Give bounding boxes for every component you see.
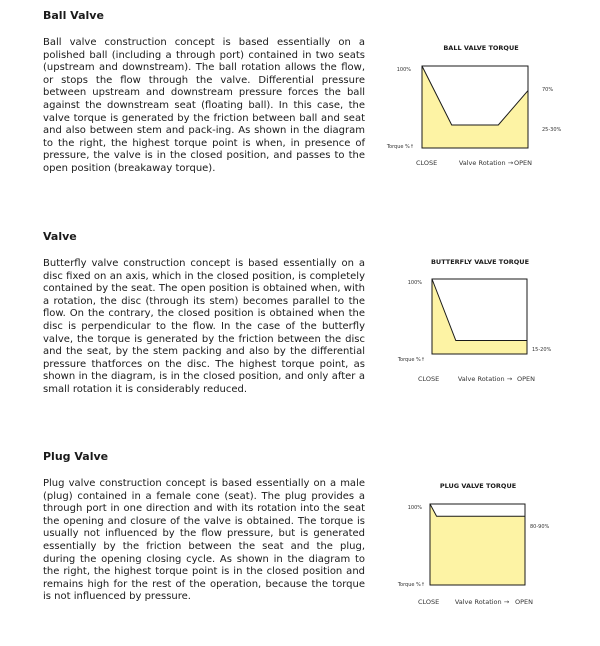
annotation-label: 25-30%	[542, 127, 562, 133]
butterfly-valve-torque-chart	[392, 254, 564, 394]
chart-title: BALL VALVE TORQUE	[443, 44, 519, 52]
x-start-label: CLOSE	[416, 159, 438, 167]
ball-valve-torque-chart	[386, 38, 564, 178]
chart-title: BUTTERFLY VALVE TORQUE	[430, 258, 530, 266]
annotation-label: 70%	[542, 87, 554, 93]
torque-area	[432, 279, 527, 354]
section-title-butterfly-valve: Valve	[43, 230, 77, 243]
x-start-label: CLOSE	[418, 375, 440, 383]
x-end-label: OPEN	[514, 598, 533, 606]
annotation-label: 15-20%	[532, 347, 552, 353]
section-body-plug-valve: Plug valve construction concept is based essentially on a male (plug) contained in a female cone (seat). The plug provides a through port in one direction and with its rotation into the seat the opening and closure of the valve is obtained. The torque is usually not influenced by the flow pressure, but is generated essentially by the friction between the seat and the plug, during the opening closing cycle. As shown in the diagram to the right, the highest torque point is in the closed position and remains high for the rest of the operation, because the torque is not influenced by pressure.	[43, 478, 365, 603]
chart-title: PLUG VALVE TORQUE	[439, 482, 517, 490]
y-top-label: 100%	[407, 280, 422, 286]
annotation-label: 80-90%	[530, 524, 550, 530]
y-axis-label: Torque %↑	[397, 357, 425, 363]
section-body-butterfly-valve: Butterfly valve construction concept is based essentially on a disc fixed on an axis, which in the closed position, is completely contained by the seat. The open position is obtained when, with a rotation, the disc (through its stem) becomes parallel to the flow. On the contrary, the closed position is obtained when the disc is perpendicular to the flow. In the case of the butterfly valve, the torque is generated by the friction between the disc and the seat, by the stem packing and also by the differential pressure thatforces on the disc. The highest torque point, as shown in the diagram, is in the closed position, and only after a small rotation it is considerably reduced.	[43, 258, 365, 395]
torque-area	[430, 504, 525, 585]
x-end-label: OPEN	[513, 159, 532, 167]
x-end-label: OPEN	[516, 375, 535, 383]
y-top-label: 100%	[407, 505, 422, 511]
section-title-ball-valve: Ball Valve	[43, 9, 104, 22]
y-top-label: 100%	[396, 67, 411, 73]
plug-valve-torque-chart	[392, 478, 564, 618]
y-axis-label: Torque %↑	[386, 144, 414, 150]
x-mid-label: Valve Rotation →	[458, 159, 514, 167]
x-mid-label: Valve Rotation →	[457, 375, 513, 383]
y-axis-label: Torque %↑	[397, 582, 425, 588]
torque-area	[422, 66, 528, 148]
section-body-ball-valve: Ball valve construction concept is based essentially on a polished ball (including a through port) contained in two seats (upstream and downstream). The ball rotation allows the flow, or stops the flow through the valve. Differential pressure between upstream and downstream pressure forces the ball against the downstream seat (floating ball). In this case, the valve torque is generated by the friction between ball and seat and also between stem and pack-ing. As shown in the diagram to the right, the highest torque point is when, in presence of pressure, the valve is in the closed position, and passes to the open position (breakaway torque).	[43, 37, 365, 174]
x-start-label: CLOSE	[418, 598, 440, 606]
section-title-plug-valve: Plug Valve	[43, 450, 109, 463]
x-mid-label: Valve Rotation →	[454, 598, 510, 606]
